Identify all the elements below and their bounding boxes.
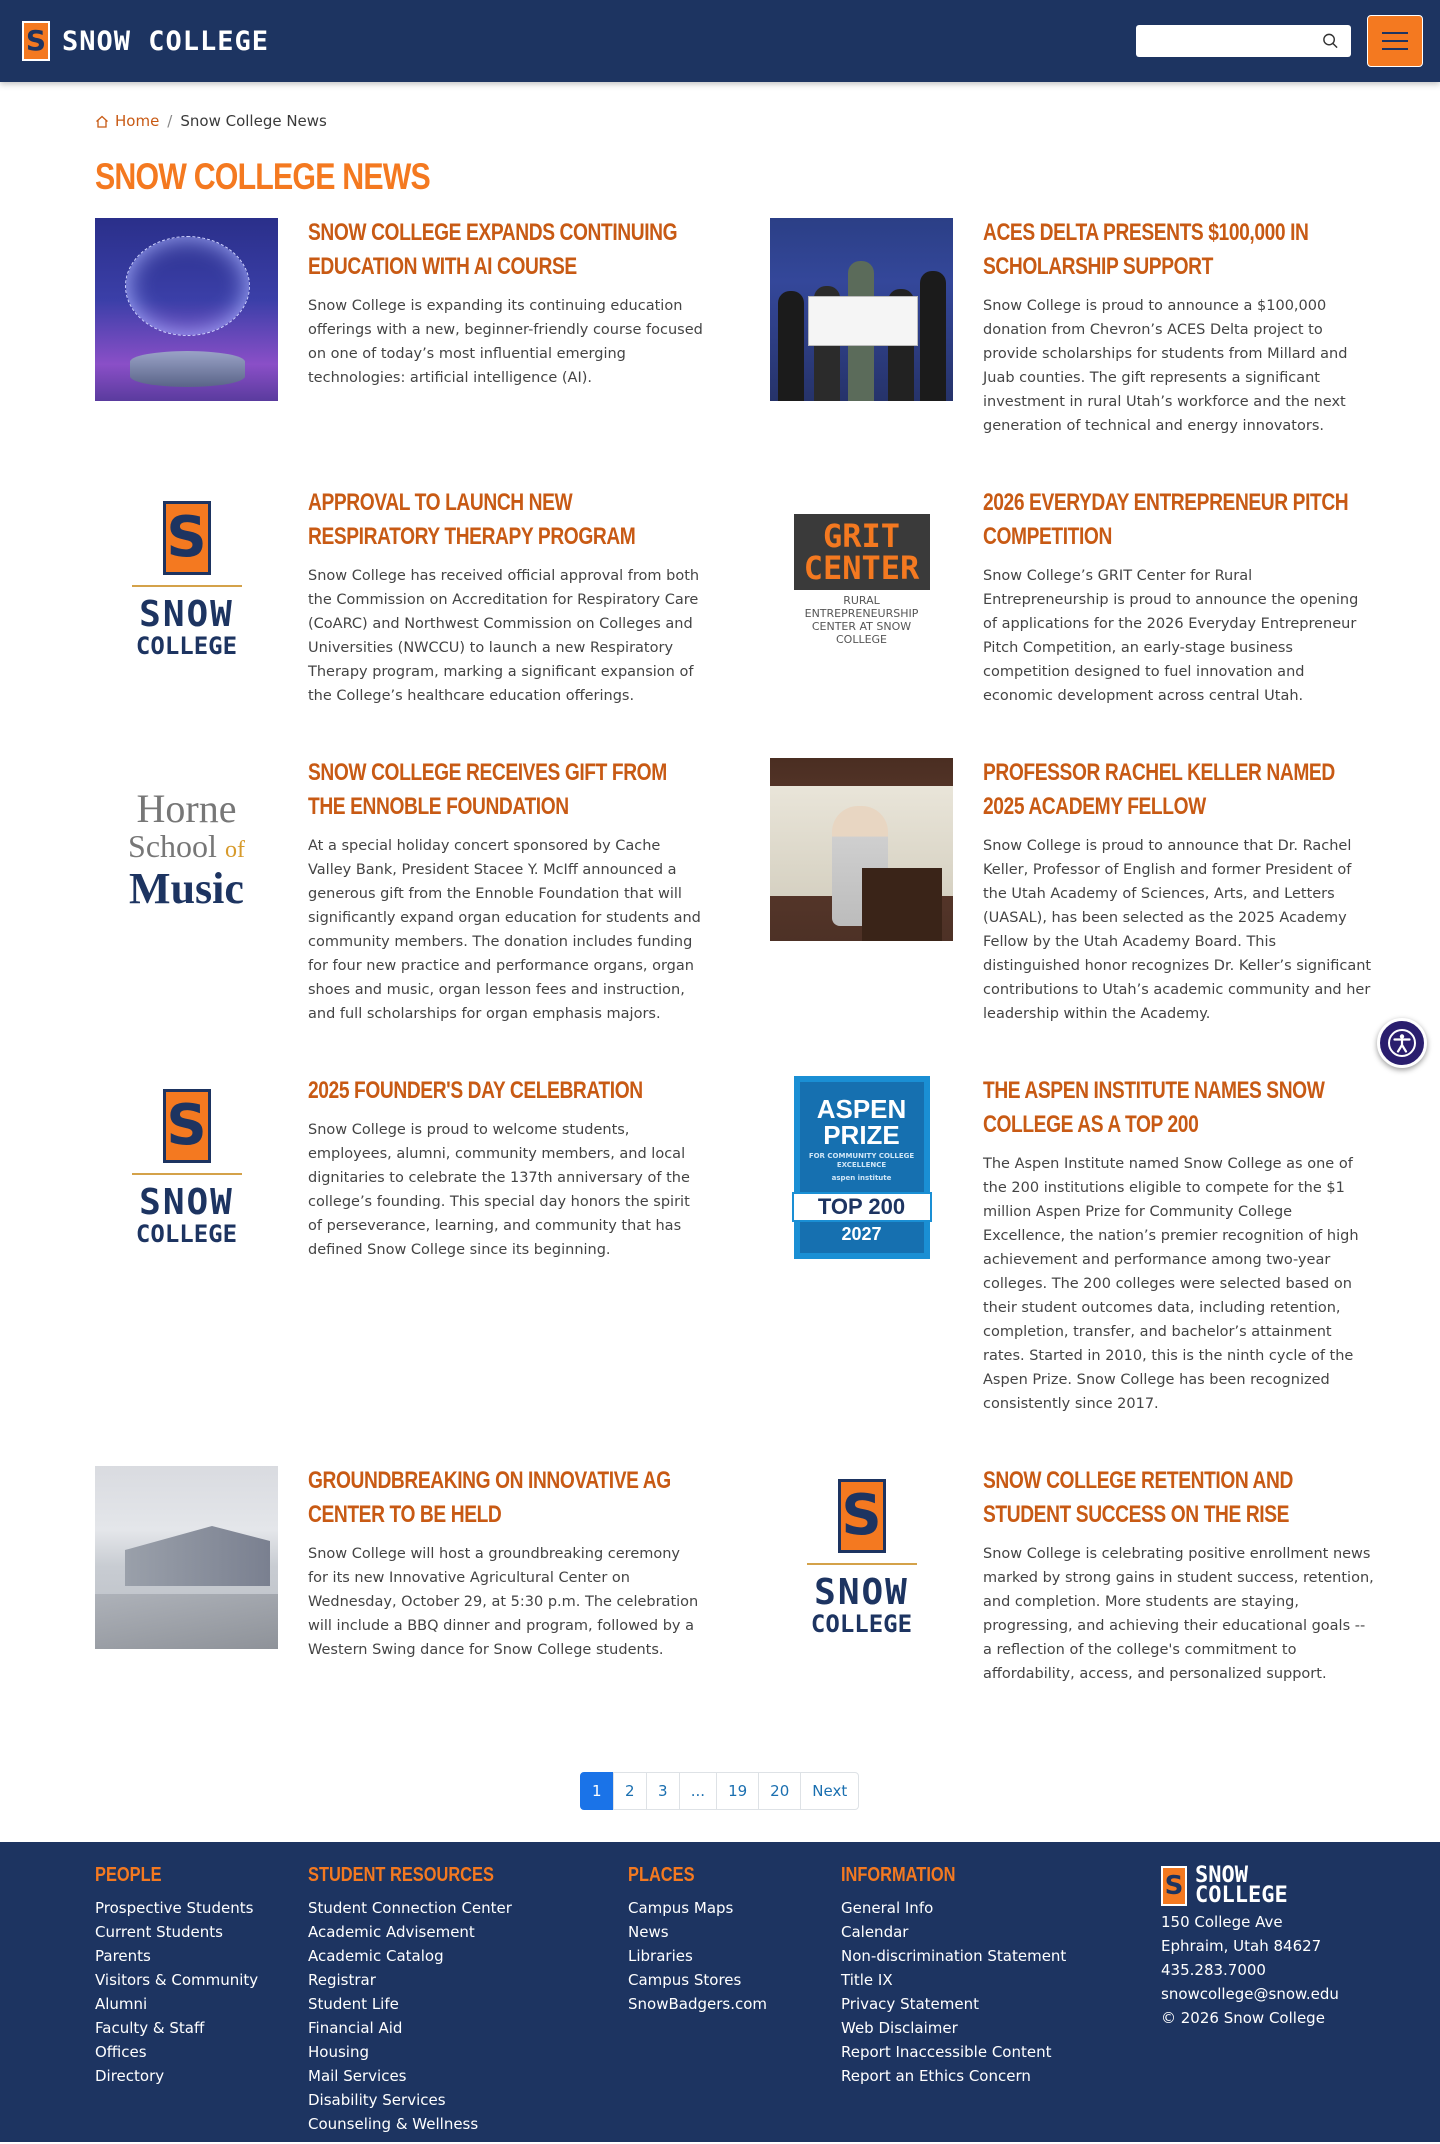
footer-logo-text <box>1195 1863 1288 1908</box>
footer-link[interactable]: Academic Catalog <box>308 1947 444 1965</box>
accessibility-icon <box>1387 1028 1417 1058</box>
footer-link[interactable]: Visitors & Community <box>95 1971 259 1989</box>
aspen-word: ASPEN <box>816 1094 907 1124</box>
page-title: SNOW COLLEGE NEWS <box>95 156 430 197</box>
footer-logo-word-college: COLLEGE <box>1195 1883 1288 1908</box>
accessibility-button[interactable] <box>1377 1018 1427 1068</box>
ai-pedestal-graphic <box>130 351 245 387</box>
news-thumbnail-horne-logo[interactable] <box>95 758 278 941</box>
logo-word-college: COLLEGE <box>810 1609 913 1638</box>
breadcrumb-home-link[interactable] <box>95 112 159 130</box>
aspen-year: 2027 <box>841 1224 882 1244</box>
news-item <box>735 218 1375 488</box>
footer-link[interactable]: Web Disclaimer <box>841 2019 958 2037</box>
photo-person <box>920 271 946 401</box>
news-title-link[interactable]: SNOW COLLEGE EXPANDS CONTINUING EDUCATION WITH AI COURSE <box>308 219 678 280</box>
footer-heading: PEOPLE <box>95 1864 162 1886</box>
footer-link[interactable]: Financial Aid <box>308 2019 403 2037</box>
news-title-link[interactable]: 2026 EVERYDAY ENTREPRENEUR PITCH COMPETITION <box>983 489 1349 550</box>
news-item <box>95 758 735 1076</box>
news-item <box>735 488 1375 758</box>
news-thumbnail-grit-logo[interactable] <box>770 488 953 671</box>
footer-link[interactable]: Student Connection Center <box>308 1899 512 1917</box>
news-summary: Snow College is expanding its continuing education offerings with a new, beginner-friendly course focused on one of today’s most influential emerging technologies: artificial intelligence (AI). <box>308 298 703 386</box>
news-grid <box>95 218 1374 1736</box>
news-title-link[interactable]: SNOW COLLEGE RECEIVES GIFT FROM THE ENNOBLE FOUNDATION <box>308 759 667 820</box>
footer-link[interactable]: Campus Maps <box>628 1899 734 1917</box>
footer-link[interactable]: News <box>628 1923 669 1941</box>
footer-link[interactable]: Libraries <box>628 1947 693 1965</box>
snow-s-logo-icon: S <box>838 1479 886 1553</box>
footer-link[interactable]: Current Students <box>95 1923 223 1941</box>
news-thumbnail-check-presentation[interactable] <box>770 218 953 401</box>
footer-link[interactable]: Title IX <box>841 1971 893 1989</box>
footer-address-line: 150 College Ave <box>1161 1913 1283 1931</box>
news-summary: Snow College will host a groundbreaking ceremony for its new Innovative Agricultural Center on Wednesday, October 29, at 5:30 p.m. The celebration will include a BBQ dinner and program, followed by a Western Swing dance for Snow College students. <box>308 1546 699 1658</box>
news-thumbnail-ag-building[interactable] <box>95 1466 278 1649</box>
footer-column-people <box>95 1864 308 2122</box>
news-title-link[interactable]: THE ASPEN INSTITUTE NAMES SNOW COLLEGE AS A TOP 200 <box>983 1077 1325 1138</box>
footer-link[interactable]: Disability Services <box>308 2091 446 2109</box>
news-thumbnail-ai-brain[interactable] <box>95 218 278 401</box>
news-title-link[interactable]: SNOW COLLEGE RETENTION AND STUDENT SUCCESS ON THE RISE <box>983 1467 1293 1528</box>
footer-link[interactable]: Report an Ethics Concern <box>841 2067 1031 2085</box>
footer-link[interactable]: Campus Stores <box>628 1971 742 1989</box>
snow-s-logo-icon: S <box>1161 1866 1187 1906</box>
brand-name: SNOW COLLEGE <box>62 25 270 57</box>
news-summary: Snow College has received official approval from both the Commission on Accreditation for Respiratory Care (CoARC) and Northwest Commission on Colleges and Universities (NWCCU) to launch a new Respiratory Therapy program, marking a significant expansion of the College’s healthcare education offerings. <box>308 568 700 704</box>
news-summary: Snow College’s GRIT Center for Rural Entrepreneurship is proud to announce the opening of applications for the 2026 Everyday Entrepreneur Pitch Competition, an early-stage business competition designed to fuel innovation and economic development across central Utah. <box>983 568 1359 704</box>
aspen-subtitle: FOR COMMUNITY COLLEGE EXCELLENCE <box>808 1152 915 1169</box>
news-title-link[interactable]: 2025 FOUNDER'S DAY CELEBRATION <box>308 1077 643 1104</box>
news-item <box>95 218 735 488</box>
logo-word-snow: SNOW <box>814 1571 909 1613</box>
news-item <box>95 1466 735 1736</box>
footer-link[interactable]: Student Life <box>308 1995 399 2013</box>
footer-link[interactable]: Offices <box>95 2043 147 2061</box>
footer-link[interactable]: SnowBadgers.com <box>628 1995 768 2013</box>
hamburger-icon-bar <box>1382 32 1408 34</box>
top-200-label: TOP 200 <box>792 1192 932 1222</box>
logo-word-college: COLLEGE <box>135 631 238 660</box>
snow-college-logo <box>132 1089 242 1247</box>
snow-s-logo-icon: S <box>22 21 50 61</box>
news-thumbnail-snow-logo[interactable] <box>770 1466 953 1649</box>
footer-link[interactable]: Report Inaccessible Content <box>841 2043 1052 2061</box>
footer-column-places <box>628 1864 841 2122</box>
news-title-link[interactable]: GROUNDBREAKING ON INNOVATIVE AG CENTER TO BE HELD <box>308 1467 671 1528</box>
photo-ag-building <box>125 1526 270 1586</box>
center-word: CENTER <box>803 548 920 587</box>
footer-link[interactable]: General Info <box>841 1899 934 1917</box>
news-title-link[interactable]: ACES DELTA PRESENTS $100,000 IN SCHOLARSHIP SUPPORT <box>983 219 1309 280</box>
news-item <box>735 1466 1375 1736</box>
breadcrumb <box>95 110 1345 132</box>
home-icon <box>95 115 109 128</box>
photo-person <box>778 291 804 401</box>
ai-brain-graphic <box>125 236 250 336</box>
main-content <box>0 110 1440 1810</box>
footer-link[interactable]: Academic Advisement <box>308 1923 475 1941</box>
logo-word-college: COLLEGE <box>135 1219 238 1248</box>
news-thumbnail-snow-logo[interactable] <box>95 1076 278 1259</box>
photo-podium <box>862 868 942 941</box>
footer-logo[interactable] <box>1161 1864 1339 1908</box>
menu-button[interactable] <box>1367 15 1423 67</box>
photo-giant-check <box>808 296 918 346</box>
news-item <box>735 1076 1375 1466</box>
search-icon[interactable] <box>1322 32 1339 50</box>
news-title-link[interactable]: APPROVAL TO LAUNCH NEW RESPIRATORY THERAPY PROGRAM <box>308 489 636 550</box>
footer-link[interactable]: Prospective Students <box>95 1899 254 1917</box>
snow-college-logo <box>807 1479 917 1637</box>
footer-logo-word-snow: SNOW <box>1195 1863 1248 1888</box>
page-link-1[interactable]: 1 <box>580 1772 614 1810</box>
footer-link[interactable]: Parents <box>95 1947 151 1965</box>
footer-column-student-resources <box>308 1864 628 2133</box>
news-title-link[interactable]: PROFESSOR RACHEL KELLER NAMED 2025 ACADEMY FELLOW <box>983 759 1335 820</box>
photo-parking-lot <box>95 1594 278 1649</box>
news-item <box>95 1076 735 1466</box>
snow-s-logo-icon: S <box>163 501 211 575</box>
footer-link[interactable]: Directory <box>95 2067 165 2085</box>
footer-column-information <box>841 1864 1161 2122</box>
footer-column-contact <box>1161 1864 1339 2122</box>
breadcrumb-separator: / <box>167 112 173 130</box>
snow-college-logo <box>132 501 242 659</box>
pagination <box>95 1772 1345 1810</box>
footer-link[interactable]: Calendar <box>841 1923 909 1941</box>
footer-copyright: © 2026 Snow College <box>1161 2009 1325 2027</box>
hamburger-icon-bar <box>1382 40 1408 42</box>
snow-s-logo-icon: S <box>163 1089 211 1163</box>
logo-divider <box>132 585 242 587</box>
footer-link[interactable]: Registrar <box>308 1971 376 1989</box>
news-thumbnail-aspen-badge[interactable] <box>770 1076 953 1259</box>
footer-heading: STUDENT RESOURCES <box>308 1864 494 1886</box>
news-thumbnail-speaker[interactable] <box>770 758 953 941</box>
breadcrumb-current: Snow College News <box>180 112 327 130</box>
horne-word: Horne <box>136 785 237 831</box>
footer-phone-link[interactable]: 435.283.7000 <box>1161 1961 1266 1979</box>
footer-link[interactable]: Privacy Statement <box>841 1995 980 2013</box>
page-ellipsis: ... <box>679 1772 717 1810</box>
page-next-button[interactable]: Next <box>800 1772 859 1810</box>
footer-address-line: Ephraim, Utah 84627 <box>1161 1937 1322 1955</box>
footer-heading: INFORMATION <box>841 1864 956 1886</box>
music-word: Music <box>129 863 244 913</box>
of-word: of <box>224 836 245 863</box>
news-summary: The Aspen Institute named Snow College as one of the 200 institutions eligible to compete for the $1 million Aspen Prize for Community College Excellence, the nation’s premier recognition of high achievement and performance among two-year colleges. The 200 colleges were selected based on their student outcomes data, including retention, completion, transfer, and bachelor’s attainment rates. Started in 2010, this is the ninth cycle of the Aspen Prize. Snow College has been recognized consistently since 2017. <box>983 1156 1359 1412</box>
page-link-3[interactable]: 3 <box>646 1772 680 1810</box>
footer-link[interactable]: Faculty & Staff <box>95 2019 205 2037</box>
news-summary: Snow College is celebrating positive enrollment news marked by strong gains in student success, retention, and completion. More students are staying, progressing, and achieving their educational goals -- a reflection of the college's commitment to affordability, access, and personalized support. <box>983 1546 1374 1682</box>
search-box <box>1136 25 1351 57</box>
footer-link[interactable]: Non-discrimination Statement <box>841 1947 1067 1965</box>
page-link-20[interactable]: 20 <box>758 1772 801 1810</box>
prize-word: PRIZE <box>823 1120 900 1150</box>
news-summary: Snow College is proud to announce that Dr. Rachel Keller, Professor of English and former President of the Utah Academy of Sciences, Arts, and Letters (UASAL), has been selected as the 2025 Academy Fellow by the Utah Academy Board. This distinguished honor recognizes Dr. Keller’s significant contributions to Utah’s academic community and her leadership within the Academy. <box>983 838 1372 1022</box>
logo-word-snow: SNOW <box>139 593 234 635</box>
aspen-institute-label: aspen institute <box>831 1174 892 1182</box>
news-item <box>95 488 735 758</box>
footer-link[interactable]: Mail Services <box>308 2067 407 2085</box>
page-link-2[interactable]: 2 <box>613 1772 647 1810</box>
hamburger-icon-bar <box>1382 48 1408 50</box>
news-summary: Snow College is proud to announce a $100,000 donation from Chevron’s ACES Delta project to provide scholarships for students from Millard and Juab counties. The gift represents a significant investment in rural Utah’s workforce and the next generation of technical and energy innovators. <box>983 298 1348 434</box>
news-summary: Snow College is proud to welcome students, employees, alumni, community members, and local dignitaries to celebrate the 137th anniversary of the college’s founding. This special day honors the spirit of perseverance, learning, and community that has defined Snow College since its beginning. <box>308 1122 690 1258</box>
news-summary: At a special holiday concert sponsored by Cache Valley Bank, President Stacee Y. McIff announced a generous gift from the Ennoble Foundation that will significantly expand organ education for students and community members. The donation includes funding for four new practice and performance organs, organ shoes and music, organ lesson fees and instruction, and full scholarships for organ emphasis majors. <box>308 838 701 1022</box>
news-item <box>735 758 1375 1076</box>
breadcrumb-home-label: Home <box>115 112 160 130</box>
grit-subtitle: RURAL ENTREPRENEURSHIP CENTER AT SNOW COLLEGE <box>804 593 919 646</box>
logo-divider <box>132 1173 242 1175</box>
aspen-prize-badge <box>794 1076 930 1259</box>
grit-center-logo <box>794 514 930 590</box>
logo-divider <box>807 1563 917 1565</box>
search-input[interactable] <box>1148 33 1322 49</box>
site-footer <box>0 1842 1440 2142</box>
footer-heading: PLACES <box>628 1864 695 1886</box>
school-word: School <box>128 827 217 864</box>
site-logo[interactable] <box>22 21 269 61</box>
footer-link[interactable]: Counseling & Wellness <box>308 2115 479 2133</box>
footer-link[interactable]: Housing <box>308 2043 369 2061</box>
school-of-words <box>128 829 245 867</box>
page-link-19[interactable]: 19 <box>716 1772 759 1810</box>
footer-link[interactable]: Alumni <box>95 1995 148 2013</box>
grit-word: GRIT <box>822 516 901 555</box>
site-header <box>0 0 1440 82</box>
news-thumbnail-snow-logo[interactable] <box>95 488 278 671</box>
footer-email-link[interactable]: snowcollege@snow.edu <box>1161 1985 1339 2003</box>
logo-word-snow: SNOW <box>139 1181 234 1223</box>
